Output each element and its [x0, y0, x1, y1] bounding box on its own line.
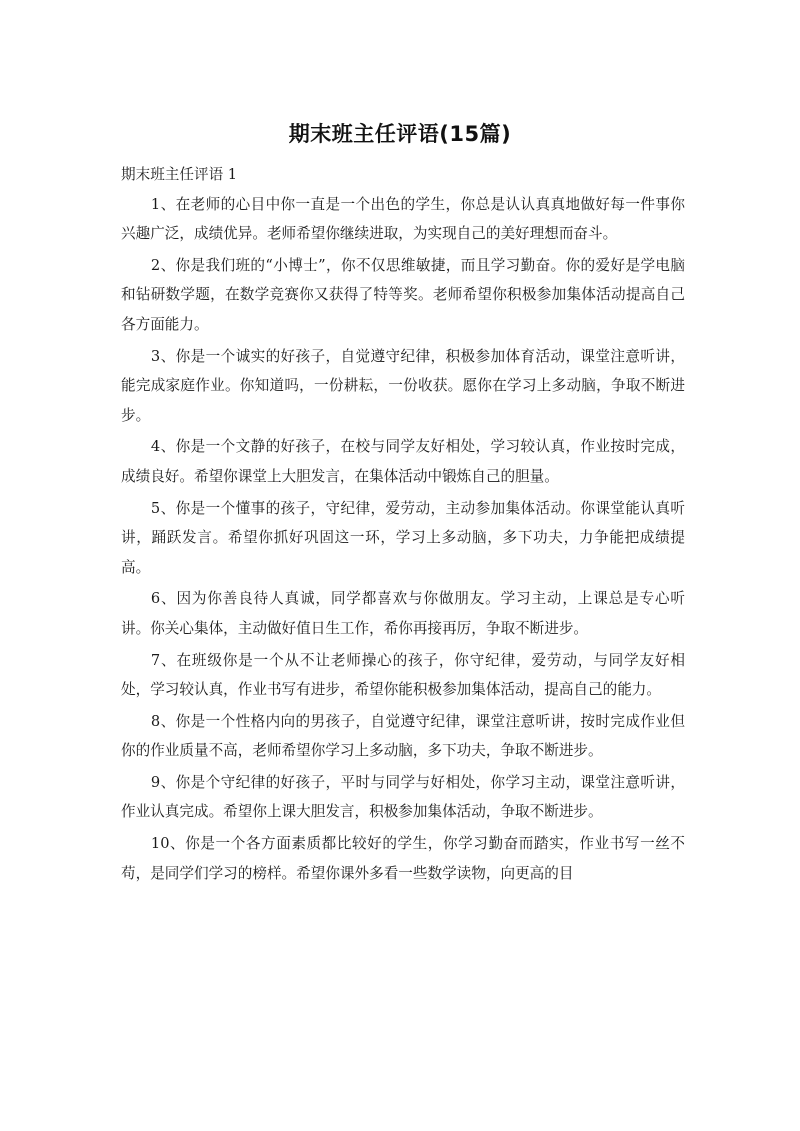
paragraph-8: 8、你是一个性格内向的男孩子，自觉遵守纪律，课堂注意听讲，按时完成作业但你的作业质量不高，老师希望你学习上多动脑，多下功夫，争取不断进步。 — [121, 712, 685, 760]
page-title: 期末班主任评语(15篇) — [288, 122, 512, 146]
paragraph-4: 4、你是一个文静的好孩子，在校与同学友好相处，学习较认真，作业按时完成，成绩良好。希望你课堂上大胆发言，在集体活动中锻炼自己的胆量。 — [121, 438, 685, 485]
paragraph-10: 10、你是一个各方面素质都比较好的学生，你学习勤奋而踏实，作业书写一丝不苟，是同学们学习的榜样。希望你课外多看一些数学读物，向更高的目 — [121, 835, 685, 882]
paragraph-3: 3、你是一个诚实的好孩子，自觉遵守纪律，积极参加体育活动，课堂注意听讲，能完成家庭作业。你知道吗，一份耕耘，一份收获。愿你在学习上多动脑，争取不断进步。 — [121, 347, 685, 424]
section-subtitle: 期末班主任评语 1 — [121, 166, 238, 183]
paragraph-1: 1、在老师的心目中你一直是一个出色的学生，你总是认认真真地做好每一件事你兴趣广泛，成绩优异。老师希望你继续进取，为实现自己的美好理想而奋斗。 — [121, 195, 685, 243]
paragraph-2: 2、你是我们班的“小博士”，你不仅思维敏捷，而且学习勤奋。你的爱好是学电脑和钻研数学题，在数学竞赛你又获得了特等奖。老师希望你积极参加集体活动提高自己各方面能力。 — [121, 256, 685, 333]
paragraph-9: 9、你是个守纪律的好孩子，平时与同学与好相处，你学习主动，课堂注意听讲，作业认真完成。希望你上课大胆发言，积极参加集体活动，争取不断进步。 — [121, 773, 685, 821]
paragraph-5: 5、你是一个懂事的孩子，守纪律，爱劳动，主动参加集体活动。你课堂能认真听讲，踊跃发言。希望你抓好巩固这一环，学习上多动脑，多下功夫，力争能把成绩提高。 — [121, 499, 685, 576]
paragraph-6: 6、因为你善良待人真诚，同学都喜欢与你做朋友。学习主动，上课总是专心听讲。你关心集体，主动做好值日生工作，希你再接再厉，争取不断进步。 — [121, 590, 685, 637]
paragraph-7: 7、在班级你是一个从不让老师操心的孩子，你守纪律，爱劳动，与同学友好相处，学习较认真，作业书写有进步，希望你能积极参加集体活动，提高自己的能力。 — [121, 651, 685, 699]
document-body — [121, 160, 685, 890]
